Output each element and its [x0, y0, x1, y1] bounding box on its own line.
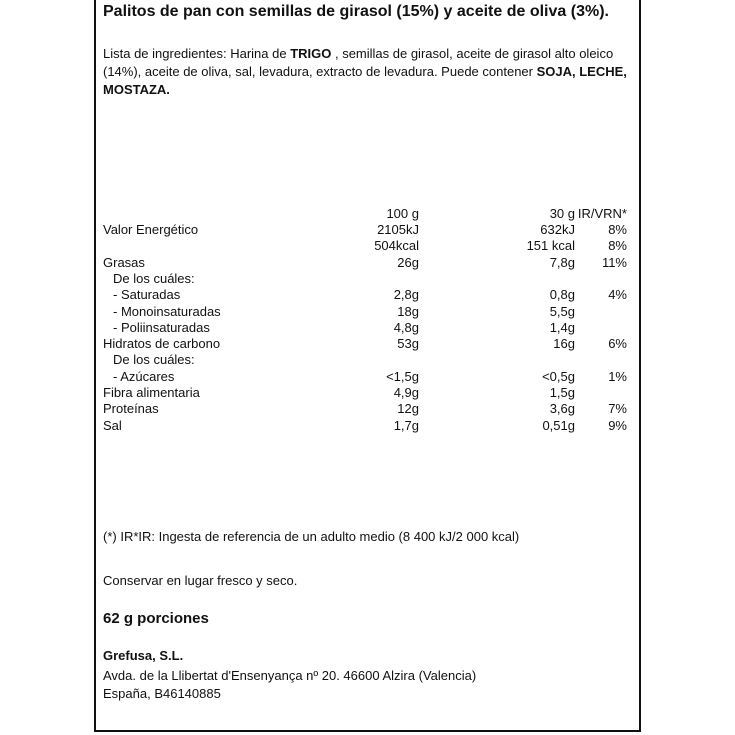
ingredients-text-2: , semillas de girasol, aceite de girasol alto oleico (14%), aceite de oliva, sal, levadura, extracto de levadura. Puede contener [103, 46, 614, 79]
header-per-30g: 30 g [549, 206, 575, 221]
value-ir-percent: 1% [608, 368, 627, 384]
header-ir-vrn: IR/VRN* [577, 206, 627, 221]
value-per-30g: 5,5g [549, 303, 575, 319]
nutrient-label: Fibra alimentaria [103, 385, 200, 400]
value-ir-percent: 8% [608, 222, 627, 237]
nutrition-row [0, 304, 735, 320]
value-per-30g: 151 kcal [526, 238, 575, 254]
value-ir-percent: 11% [601, 254, 627, 270]
value-per-100g: 26g [397, 254, 419, 270]
nutrient-label: - Saturadas [113, 287, 181, 303]
value-ir-percent: 6% [608, 336, 627, 352]
nutrition-header [0, 206, 735, 222]
company-name: Grefusa, S.L. [103, 648, 184, 663]
nutrient-label: Sal [103, 417, 122, 433]
value-per-30g: 7,8g [549, 254, 575, 270]
value-per-100g: 53g [397, 336, 419, 352]
nutrition-row [0, 418, 735, 434]
nutrition-row [0, 271, 735, 287]
nutrition-row [0, 369, 735, 385]
company-country-cif: España, B46140885 [103, 686, 221, 701]
storage-instructions: Conservar en lugar fresco y seco. [103, 573, 298, 588]
value-ir-percent: 8% [608, 238, 627, 254]
company-address: Avda. de la Llibertat d'Ensenyança nº 20. 46600 Alzira (Valencia) [103, 668, 477, 683]
value-per-100g: 504kcal [374, 238, 419, 254]
nutrition-row [0, 320, 735, 336]
value-per-100g: 2,8g [393, 287, 419, 303]
nutrient-label: Proteínas [103, 401, 159, 417]
nutrient-label: De los cuáles: [113, 352, 195, 368]
value-per-100g: 18g [397, 303, 419, 319]
value-per-30g: 1,4g [549, 319, 575, 335]
nutrition-row [0, 287, 735, 303]
nutrient-label: - Azúcares [113, 368, 175, 384]
reference-intake-footnote: (*) IR*IR: Ingesta de referencia de un adulto medio (8 400 kJ/2 000 kcal) [103, 529, 520, 544]
value-per-100g: 4,9g [393, 385, 419, 400]
nutrition-row [0, 238, 735, 254]
nutrition-row [0, 336, 735, 352]
ingredients-text-1: Lista de ingredientes: Harina de [103, 46, 291, 61]
allergen-may-contain: SOJA, LECHE, MOSTAZA. [103, 64, 627, 97]
nutrient-label: De los cuáles: [113, 270, 195, 286]
value-per-100g: 1,7g [393, 417, 419, 433]
allergen-wheat: TRIGO [290, 46, 332, 61]
value-per-30g: 632kJ [540, 222, 575, 237]
value-per-30g: <0,5g [542, 368, 575, 384]
value-per-100g: 4,8g [393, 319, 419, 335]
value-per-30g: 1,5g [549, 385, 575, 400]
nutrient-label: - Poliinsaturadas [113, 319, 210, 335]
nutrient-label: Grasas [103, 254, 145, 270]
nutrition-row [0, 401, 735, 417]
ingredients-list [103, 45, 633, 99]
nutrition-row [0, 255, 735, 271]
nutrient-label: - Monoinsaturadas [113, 303, 221, 319]
nutrient-label: Hidratos de carbono [103, 336, 221, 352]
header-per-100g: 100 g [386, 206, 419, 221]
nutrient-label: Valor Energético [103, 222, 199, 237]
value-per-30g: 16g [553, 336, 575, 352]
product-title: Palitos de pan con semillas de girasol (15%) y aceite de oliva (3%). [103, 3, 609, 20]
nutrition-row [0, 385, 735, 401]
nutrition-row [0, 352, 735, 368]
nutrition-row [0, 222, 735, 238]
value-ir-percent: 4% [608, 287, 627, 303]
value-per-30g: 3,6g [549, 401, 575, 417]
value-ir-percent: 7% [608, 401, 627, 417]
value-per-100g: 12g [397, 401, 419, 417]
value-per-100g: <1,5g [386, 368, 419, 384]
value-per-100g: 2105kJ [377, 222, 419, 237]
value-per-30g: 0,8g [549, 287, 575, 303]
portions-info: 62 g porciones [103, 610, 209, 627]
value-per-30g: 0,51g [542, 417, 575, 433]
value-ir-percent: 9% [608, 417, 627, 433]
